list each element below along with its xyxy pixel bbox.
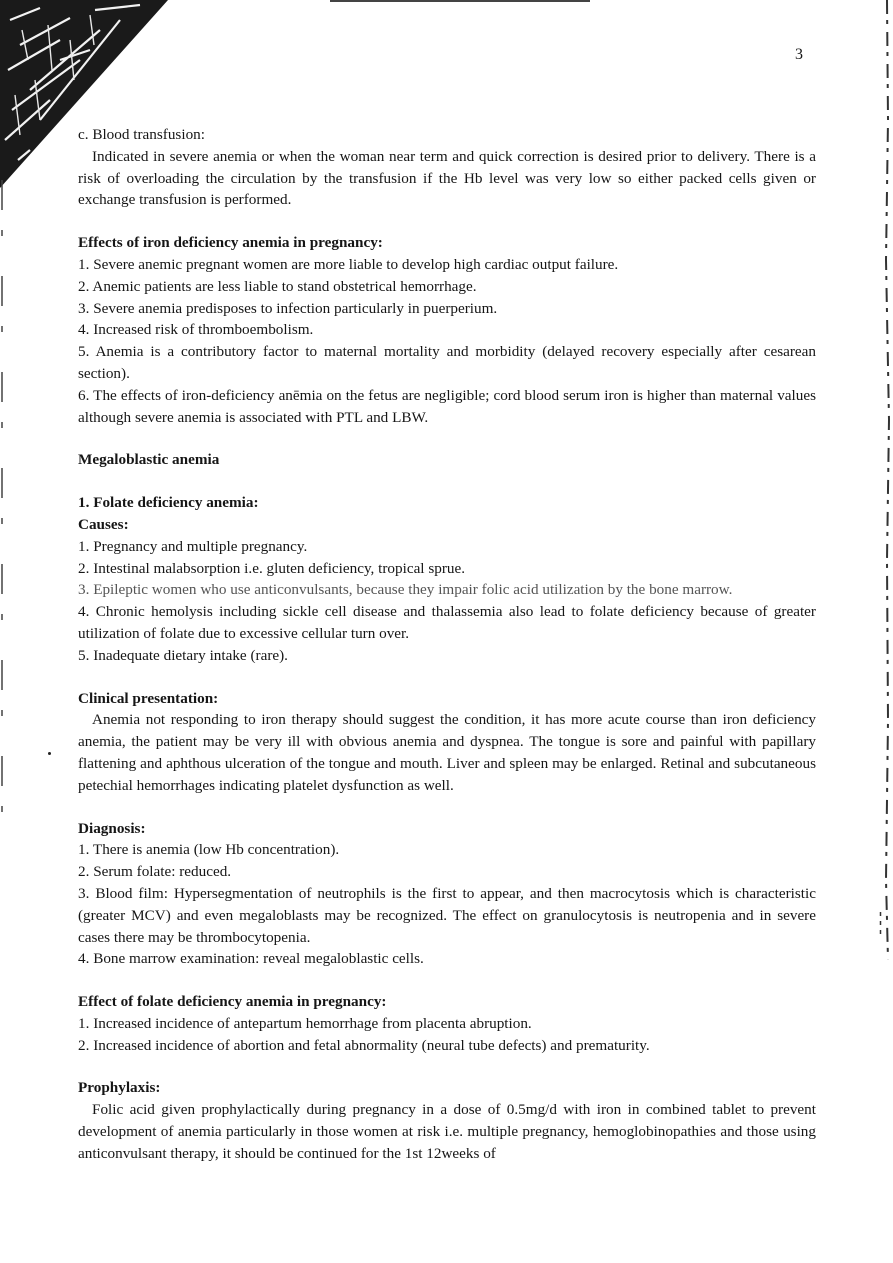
effects-iron-item-1: 1. Severe anemic pregnant women are more liable to develop high cardiac output failure. bbox=[78, 255, 619, 273]
scan-stray-dot bbox=[48, 752, 51, 755]
causes-heading: Causes: bbox=[78, 515, 129, 533]
effect-folate-item-1: 1. Increased incidence of antepartum hemorrhage from placenta abruption. bbox=[78, 1014, 532, 1032]
page-number: 3 bbox=[795, 46, 803, 63]
document-body bbox=[78, 124, 816, 1165]
diagnosis-item-1: 1. There is anemia (low Hb concentration). bbox=[78, 841, 340, 859]
cause-item-5: 5. Inadequate dietary intake (rare). bbox=[78, 646, 288, 664]
scan-left-edge bbox=[0, 180, 4, 840]
blood-transfusion-paragraph: Indicated in severe anemia or when the woman near term and quick correction is desired prior to delivery. There is a risk of overloading the circulation by the transfusion if the Hb level was very low so either packed cells given or exchange transfusion is performed. bbox=[78, 147, 816, 209]
diagnosis-item-2: 2. Serum folate: reduced. bbox=[78, 863, 232, 881]
scan-right-edge bbox=[881, 0, 893, 960]
blood-transfusion-heading: c. Blood transfusion: bbox=[78, 126, 205, 143]
effects-iron-item-4: 4. Increased risk of thromboembolism. bbox=[78, 321, 314, 339]
clinical-heading: Clinical presentation: bbox=[78, 689, 219, 707]
effects-iron-item-2: 2. Anemic patients are less liable to stand obstetrical hemorrhage. bbox=[78, 277, 477, 295]
prophylaxis-paragraph: Folic acid given prophylactically during pregnancy in a dose of 0.5mg/d with iron in combined tablet to prevent development of anemia particularly in those women at risk i.e. multiple pregnancy, hemoglobinopathies and those using anticonvulsant therapy, it should be continued for the 1st 12weeks of bbox=[78, 1101, 816, 1162]
cause-item-4: 4. Chronic hemolysis including sickle cell disease and thalassemia also lead to folate deficiency because of greater utilization of folate due to excessive cellular turn over. bbox=[78, 603, 816, 642]
scan-right-marks bbox=[879, 912, 882, 936]
diagnosis-heading: Diagnosis: bbox=[78, 819, 146, 837]
effects-iron-item-6: 6. The effects of iron-deficiency anēmia on the fetus are negligible; cord blood serum iron is higher than maternal values although severe anemia is associated with PTL and LBW. bbox=[78, 386, 816, 426]
cause-item-1: 1. Pregnancy and multiple pregnancy. bbox=[78, 537, 308, 555]
scan-top-rule bbox=[330, 0, 590, 2]
effect-folate-item-2: 2. Increased incidence of abortion and fetal abnormality (neural tube defects) and prematurity. bbox=[78, 1036, 650, 1054]
prophylaxis-heading: Prophylaxis: bbox=[78, 1079, 161, 1097]
cause-item-3: 3. Epileptic women who use anticonvulsants, because they impair folic acid utilization by the bone marrow. bbox=[78, 581, 733, 599]
effects-iron-item-5: 5. Anemia is a contributory factor to maternal mortality and morbidity (delayed recovery especially after cesarean section). bbox=[78, 343, 816, 382]
effects-iron-heading: Effects of iron deficiency anemia in pregnancy: bbox=[78, 234, 383, 252]
folate-heading: 1. Folate deficiency anemia: bbox=[78, 494, 259, 512]
clinical-paragraph: Anemia not responding to iron therapy should suggest the condition, it has more acute course than iron deficiency anemia, the patient may be very ill with obvious anemia and dyspnea. The tongue is sore and painful with papillary flattening and aphthous ulceration of the tongue and mouth. Liver and spleen may be enlarged. Retinal and subcutaneous petechial hemorrhages indicating platelet dysfunction as well. bbox=[78, 711, 816, 794]
effects-iron-item-3: 3. Severe anemia predisposes to infection particularly in puerperium. bbox=[78, 299, 498, 317]
diagnosis-item-4: 4. Bone marrow examination: reveal megaloblastic cells. bbox=[78, 950, 424, 968]
diagnosis-item-3: 3. Blood film: Hypersegmentation of neutrophils is the first to appear, and then macrocytosis which is characteristic (greater MCV) and even megaloblasts may be recognized. The effect on granulocytosis is neutropenia and in severe cases there may be thrombocytopenia. bbox=[78, 884, 816, 946]
cause-item-2: 2. Intestinal malabsorption i.e. gluten deficiency, tropical sprue. bbox=[78, 559, 466, 577]
megaloblastic-heading: Megaloblastic anemia bbox=[78, 451, 220, 469]
effect-folate-heading: Effect of folate deficiency anemia in pregnancy: bbox=[78, 993, 387, 1011]
